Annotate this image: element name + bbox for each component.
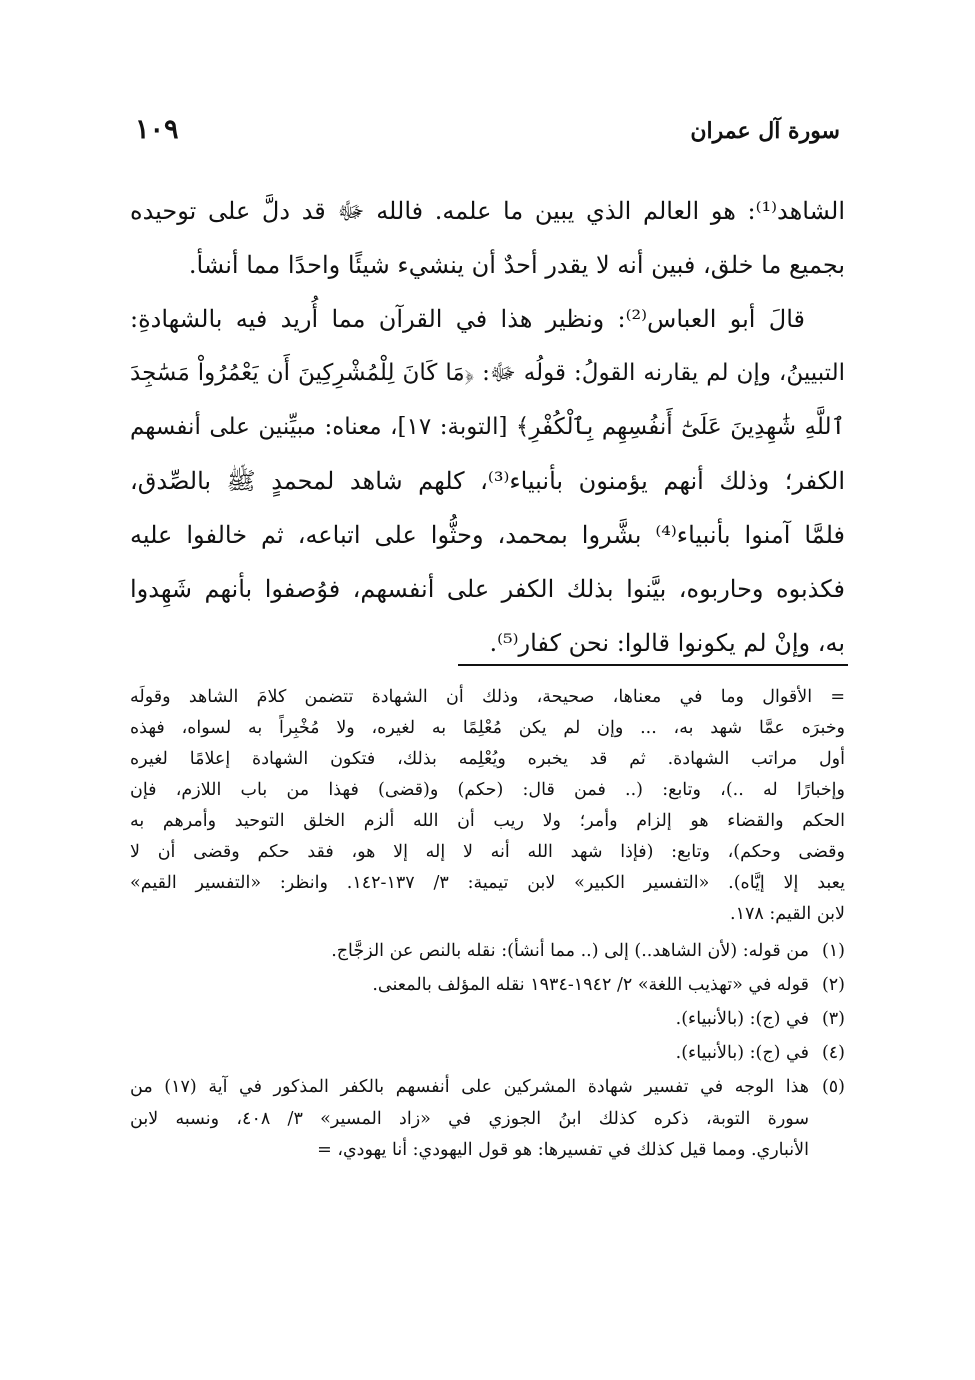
continued-footnote-line: يعبد إلا إيَّاه). «التفسير الكبير» لابن تيمية: ٣/ ١٣٧-١٤٢. وانظر: «التفسير القيم» [130,873,845,893]
footnote-marker: (٢) [821,975,845,995]
page-number: ١٠٩ [135,114,179,145]
footnote-3 [130,1002,845,1036]
surah-title: سورة آل عمران [690,118,840,144]
footnote-2 [130,968,845,1002]
footnote-marker: (٤) [821,1043,845,1063]
body-line: ٱللَّهِ شَٰهِدِينَ عَلَىٰٓ أَنفُسِهِم بِٱلْكُفْرِ﴾ [التوبة: ١٧]، معناه: مبيِّنين على أنفسهم [130,414,845,440]
continued-footnote-line: وقضى وحكم)، وتابع: (فإذا شهد الله أنه لا إله إلا هو، فقد حكم وقضى أن لا [130,842,845,862]
footnote-1 [130,934,845,968]
body-line: فكذبوه وحاربوه، بيَّنوا بذلك الكفر على أنفسهم، فوُصفوا بأنهم شَهِدوا [130,575,845,603]
footnote-marker: (١) [821,941,845,961]
continued-footnote-line: وإخبارًا له ..)، وتابع: (.. فمن قال: (حكم) و(قضى) فهذا من باب اللازم، فإن [130,780,845,800]
continued-footnote-line: = الأقوال وما في معناها، صحيحة، وذلك أن الشهادة تتضمن كلامَ الشاهد وقولَه [130,687,845,707]
body-line: به، وإنْ لم يكونوا قالوا: نحن كفار⁽⁵⁾. [489,629,845,657]
footnote-5-continuation-line: سورة التوبة، ذكره كذلك ابنُ الجوزي في «زاد المسير» ٣/ ٤٠٨، ونسبه لابن [130,1109,810,1129]
continued-footnote-line: لابن القيم: ١٧٨. [730,904,845,924]
body-line: قالَ أبو العباس⁽²⁾: ونظير هذا في القرآن مما أُريد فيه بالشهادةِ: [130,305,806,333]
body-line: التبيينُ، وإن لم يقارنه القولُ: قولُه ﷻ: ﴿مَا كَانَ لِلْمُشْرِكِينَ أَن يَعْمُرُواْ مَسَٰجِدَ [130,360,845,386]
footnote-text: في (ج): (بالأنبياء). [675,1009,809,1029]
footnote-separator [458,664,848,666]
footnote-4 [130,1036,845,1070]
footnotes-section [130,682,845,1166]
body-line: فلمَّا آمنوا بأنبياء⁽⁴⁾ بشَّروا بمحمد، وحثُّوا على اتباعه، ثم خالفوا عليه [130,521,845,549]
body-line: بجميع ما خلق، فبين أنه لا يقدر أحدٌ أن ينشيء شيئًا واحدًا مما أنشأ. [188,251,845,279]
main-text [130,184,845,670]
footnote-5-continuation-line: الأنباري. ومما قيل كذلك في تفسيرها: هو قول اليهودي: أنا يهودي، = [317,1140,809,1160]
body-line: الكفر؛ وذلك أنهم يؤمنون بأنبياء⁽³⁾، كلهم شاهد لمحمدٍ ﷺ بالصِّدق، [130,467,846,495]
footnote-text: قوله في «تهذيب اللغة» ٢/ ١٩٤٢-١٩٣٤ نقله المؤلف بالمعنى. [372,975,809,995]
body-line: الشاهد⁽¹⁾: هو العالم الذي يبين ما علمه. فالله ﷻ قد دلَّ على توحيده [130,197,845,225]
footnote-text: في (ج): (بالأنبياء). [675,1043,809,1063]
footnote-text: هذا الوجه في تفسير شهادة المشركين على أنفسهم بالكفر المذكور في آية (١٧) من [130,1077,809,1097]
footnote-marker: (٣) [821,1009,845,1029]
footnote-marker: (٥) [821,1077,845,1097]
continued-footnote-line: وخبرَه عمَّا شهد به، ... وإن لم يكن مُعْلِمًا به لغيره، ولا مُخْبِراً به لسواه، فهذه [130,718,845,738]
footnote-text: من قوله: (لأن الشاهد..) إلى (.. مما أنشأ): نقله بالنص عن الزجَّاج. [331,941,809,961]
footnote-5 [130,1070,845,1104]
continued-footnote-line: أول مراتب الشهادة. ثم قد يخبره ويُعْلِمه بذلك، فتكون الشهادة إعلامًا لغيره [130,749,845,769]
continued-footnote-line: الحكم والقضاء هو إلزام وأمر؛ ولا ريب أن الله ألزم الخلق التوحيد وأمرهم به [130,811,845,831]
page-header [135,114,840,158]
